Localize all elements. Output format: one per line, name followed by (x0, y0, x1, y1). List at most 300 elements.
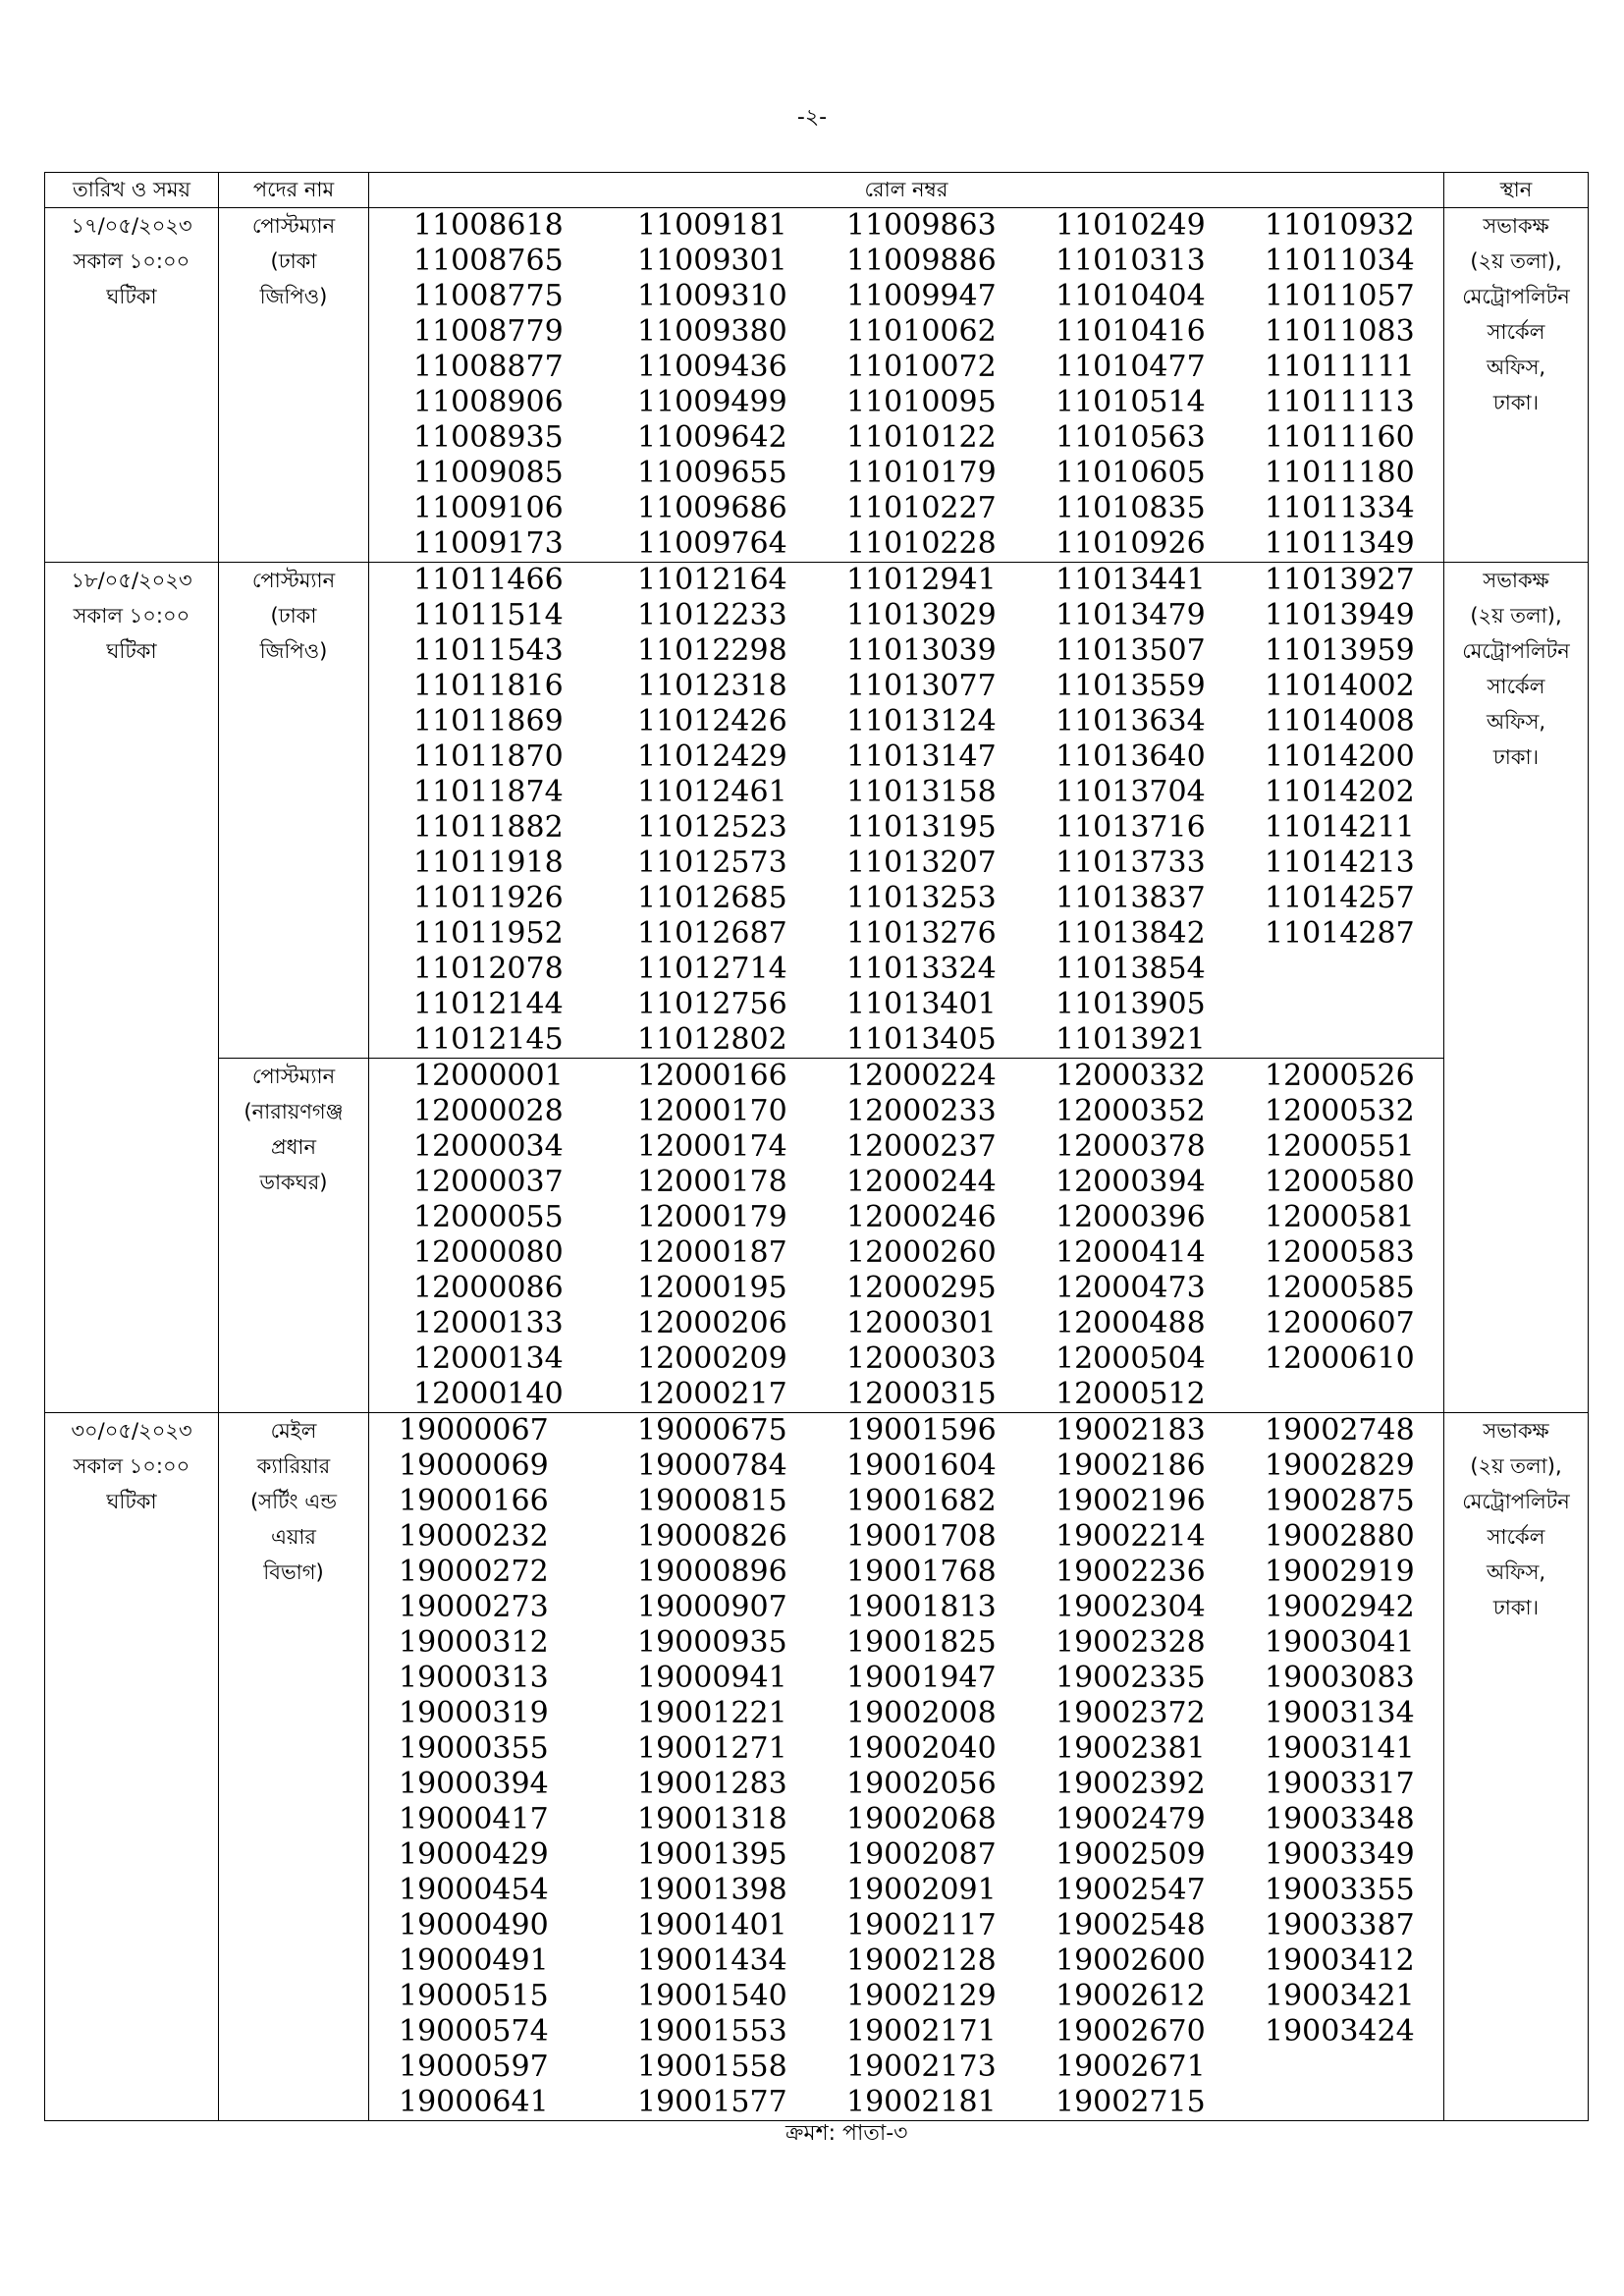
roll-number: 11011926 (413, 881, 564, 915)
roll-number: 12000246 (846, 1200, 997, 1234)
roll-number: 19002547 (1056, 1873, 1206, 1907)
roll-number: 11013077 (846, 669, 997, 703)
roll-number: 19002748 (1265, 1413, 1415, 1448)
roll-number: 11013837 (1056, 881, 1206, 915)
roll-number: 19001596 (846, 1413, 997, 1448)
roll-number: 19003041 (1265, 1625, 1415, 1660)
roll-number: 11012573 (637, 846, 787, 880)
roll-number: 19002214 (1056, 1519, 1206, 1554)
roll-number: 19001768 (846, 1555, 997, 1589)
post-name-line: (ঢাকা (270, 604, 317, 628)
roll-number: 11012233 (637, 598, 787, 632)
roll-number: 11010062 (846, 314, 997, 349)
roll-number: 19002509 (1056, 1837, 1206, 1872)
roll-number: 12000295 (846, 1271, 997, 1305)
roll-number: 19001283 (637, 1767, 787, 1801)
date-time-line: ১৮/০৫/২০২৩ (71, 569, 192, 592)
post-name-line: জিপিও) (259, 639, 328, 663)
roll-number: 19002183 (1056, 1413, 1206, 1448)
roll-number-column (637, 208, 846, 562)
roll-number-column (1056, 208, 1265, 562)
roll-number: 19002942 (1265, 1590, 1415, 1624)
roll-number: 19000355 (399, 1731, 549, 1766)
roll-number: 12000610 (1265, 1341, 1415, 1376)
roll-number: 12000607 (1265, 1306, 1415, 1340)
roll-number: 11012078 (413, 952, 564, 986)
roll-number: 12000174 (637, 1129, 787, 1164)
roll-number: 11010095 (846, 385, 997, 419)
roll-number-column (846, 563, 1056, 1058)
roll-number: 11009642 (637, 420, 787, 455)
roll-number: 19001395 (637, 1837, 787, 1872)
roll-number: 19000313 (399, 1661, 549, 1695)
roll-number: 12000244 (846, 1165, 997, 1199)
header-roll-number: রোল নম্বর (369, 173, 1444, 208)
roll-number: 12000303 (846, 1341, 997, 1376)
roll-number: 11010072 (846, 350, 997, 384)
roll-number: 11010249 (1056, 208, 1206, 243)
venue-cell (1444, 208, 1589, 563)
roll-number: 11013704 (1056, 775, 1206, 809)
roll-number: 11014211 (1265, 810, 1415, 845)
header-date-time: তারিখ ও সময় (45, 173, 219, 208)
roll-number: 19001813 (846, 1590, 997, 1624)
roll-number: 19002919 (1265, 1555, 1415, 1589)
roll-number: 19002128 (846, 1943, 997, 1978)
roll-number: 11014213 (1265, 846, 1415, 880)
roll-number: 19002715 (1056, 2085, 1206, 2119)
roll-number: 11010932 (1265, 208, 1415, 243)
roll-number: 11013959 (1265, 633, 1415, 668)
roll-number: 11013479 (1056, 598, 1206, 632)
roll-number: 19000907 (637, 1590, 787, 1624)
roll-number: 12000028 (413, 1094, 564, 1128)
roll-number: 19000491 (399, 1943, 549, 1978)
roll-number: 12000301 (846, 1306, 997, 1340)
venue-line: অফিস, (1486, 710, 1546, 734)
date-time-cell (45, 563, 219, 1413)
roll-number: 19000641 (399, 2085, 549, 2119)
roll-number-column (846, 1413, 1056, 2120)
roll-number: 11010926 (1056, 526, 1206, 561)
roll-number: 11013559 (1056, 669, 1206, 703)
roll-number: 19003348 (1265, 1802, 1415, 1836)
roll-number: 11013207 (846, 846, 997, 880)
roll-number: 11011113 (1265, 385, 1415, 419)
roll-number: 12000178 (637, 1165, 787, 1199)
roll-number: 11008877 (413, 350, 564, 384)
roll-number: 11011882 (413, 810, 564, 845)
post-name-line: (সর্টিং এন্ড (250, 1490, 337, 1513)
roll-number: 11013441 (1056, 563, 1206, 597)
roll-number: 19002671 (1056, 2050, 1206, 2084)
roll-number-column (1056, 1413, 1265, 2120)
post-name-line: বিভাগ) (263, 1560, 324, 1584)
roll-number: 11013147 (846, 739, 997, 774)
roll-number: 19002392 (1056, 1767, 1206, 1801)
venue-line: মেট্রোপলিটন (1462, 639, 1570, 663)
roll-number-column (1056, 1059, 1265, 1412)
roll-number-column (1265, 563, 1443, 1058)
roll-number-cell (369, 563, 1444, 1059)
roll-number: 19002381 (1056, 1731, 1206, 1766)
roll-number: 19002117 (846, 1908, 997, 1942)
roll-number: 11011952 (413, 916, 564, 951)
venue-line: অফিস, (1486, 355, 1546, 379)
venue-cell (1444, 1413, 1589, 2121)
roll-number: 12000473 (1056, 1271, 1206, 1305)
roll-number-cell (369, 1059, 1444, 1413)
roll-number: 11013405 (846, 1022, 997, 1057)
roll-number: 12000488 (1056, 1306, 1206, 1340)
roll-number: 19001221 (637, 1696, 787, 1730)
roll-number: 12000055 (413, 1200, 564, 1234)
roll-number: 11010835 (1056, 491, 1206, 525)
roll-number: 11012318 (637, 669, 787, 703)
roll-number: 12000140 (413, 1377, 564, 1411)
roll-number: 11010404 (1056, 279, 1206, 313)
roll-number: 12000504 (1056, 1341, 1206, 1376)
venue-line: সভাকক্ষ (1483, 214, 1549, 238)
roll-number: 11011869 (413, 704, 564, 738)
roll-number: 11013507 (1056, 633, 1206, 668)
roll-number: 11012941 (846, 563, 997, 597)
roll-number: 19000232 (399, 1519, 549, 1554)
roll-number: 11013921 (1056, 1022, 1206, 1057)
roll-number: 19002056 (846, 1767, 997, 1801)
roll-number: 19002479 (1056, 1802, 1206, 1836)
roll-number: 12000585 (1265, 1271, 1415, 1305)
roll-number: 19002600 (1056, 1943, 1206, 1978)
roll-number: 11009686 (637, 491, 787, 525)
roll-number: 11012714 (637, 952, 787, 986)
roll-number: 12000133 (413, 1306, 564, 1340)
post-name-line: এয়ার (271, 1525, 316, 1549)
roll-number: 11012687 (637, 916, 787, 951)
roll-number: 11009764 (637, 526, 787, 561)
roll-number: 19002236 (1056, 1555, 1206, 1589)
roll-number: 11008779 (413, 314, 564, 349)
venue-line: সভাকক্ষ (1483, 569, 1549, 592)
roll-number-column (399, 1413, 637, 2120)
roll-number: 19000815 (637, 1484, 787, 1518)
roll-number: 12000394 (1056, 1165, 1206, 1199)
roll-number-column (1265, 1413, 1443, 2120)
roll-number: 11009085 (413, 456, 564, 490)
roll-number: 11009947 (846, 279, 997, 313)
roll-number: 11013716 (1056, 810, 1206, 845)
roll-number: 11010563 (1056, 420, 1206, 455)
roll-number: 19000312 (399, 1625, 549, 1660)
roll-number: 11011180 (1265, 456, 1415, 490)
roll-number: 19000826 (637, 1519, 787, 1554)
roll-number-column (637, 1413, 846, 2120)
venue-line: (২য় তলা), (1470, 604, 1562, 628)
roll-number-column (1265, 208, 1443, 562)
roll-number: 19003134 (1265, 1696, 1415, 1730)
roll-number: 11013253 (846, 881, 997, 915)
roll-number: 19002548 (1056, 1908, 1206, 1942)
roll-number-column (846, 1059, 1056, 1412)
venue-line: সার্কেল (1487, 1525, 1545, 1549)
roll-number: 12000086 (413, 1271, 564, 1305)
roll-number: 11009380 (637, 314, 787, 349)
date-time-line: সকাল ১০:০০ (73, 1454, 190, 1478)
post-name-line: (নারায়ণগঞ্জ (244, 1100, 344, 1123)
roll-number: 19003355 (1265, 1873, 1415, 1907)
header-venue: স্থান (1444, 173, 1589, 208)
post-name-line: ক্যারিয়ার (256, 1454, 331, 1478)
roll-number: 12000414 (1056, 1235, 1206, 1270)
roll-number: 12000583 (1265, 1235, 1415, 1270)
roll-number: 19002335 (1056, 1661, 1206, 1695)
roll-number: 19000896 (637, 1555, 787, 1589)
roll-number-column (1265, 1059, 1443, 1412)
roll-number-column (846, 208, 1056, 562)
roll-number-cell (369, 1413, 1444, 2121)
page-number: -২- (796, 105, 828, 130)
roll-number: 11013842 (1056, 916, 1206, 951)
roll-number: 11009310 (637, 279, 787, 313)
roll-number: 19002372 (1056, 1696, 1206, 1730)
roll-number: 19002040 (846, 1731, 997, 1766)
roll-number: 19000784 (637, 1449, 787, 1483)
date-time-line: ঘটিকা (106, 1490, 157, 1513)
venue-line: অফিস, (1486, 1560, 1546, 1584)
roll-number: 11009181 (637, 208, 787, 243)
roll-number: 12000237 (846, 1129, 997, 1164)
roll-number: 11013195 (846, 810, 997, 845)
date-time-line: সকাল ১০:০০ (73, 604, 190, 628)
roll-number: 11013733 (1056, 846, 1206, 880)
roll-number: 19003387 (1265, 1908, 1415, 1942)
roll-number: 11008775 (413, 279, 564, 313)
roll-number: 12000134 (413, 1341, 564, 1376)
roll-number: 12000512 (1056, 1377, 1206, 1411)
roll-number: 11014287 (1265, 916, 1415, 951)
roll-number: 12000352 (1056, 1094, 1206, 1128)
roll-number: 11011466 (413, 563, 564, 597)
roll-number: 11014008 (1265, 704, 1415, 738)
roll-number: 19002173 (846, 2050, 997, 2084)
roll-number: 11012685 (637, 881, 787, 915)
roll-number: 12000260 (846, 1235, 997, 1270)
roll-number: 11012429 (637, 739, 787, 774)
roll-number: 11011874 (413, 775, 564, 809)
roll-number-column (1056, 563, 1265, 1058)
roll-number: 19001558 (637, 2050, 787, 2084)
roll-number: 11012802 (637, 1022, 787, 1057)
roll-number: 11013927 (1265, 563, 1415, 597)
roll-number: 11013854 (1056, 952, 1206, 986)
venue-line: (২য় তলা), (1470, 1454, 1562, 1478)
roll-number: 19003421 (1265, 1979, 1415, 2013)
roll-number-column (413, 1059, 637, 1412)
roll-number: 11009499 (637, 385, 787, 419)
roll-number: 19001825 (846, 1625, 997, 1660)
roll-number: 19000429 (399, 1837, 549, 1872)
roll-number: 11013039 (846, 633, 997, 668)
roll-number: 11011514 (413, 598, 564, 632)
roll-number: 11013158 (846, 775, 997, 809)
roll-number: 11012164 (637, 563, 787, 597)
roll-number: 11010477 (1056, 350, 1206, 384)
post-name-line: পোস্টম্যান (251, 1065, 336, 1088)
roll-number: 11013324 (846, 952, 997, 986)
date-time-line: সকাল ১০:০০ (73, 249, 190, 273)
roll-number: 11010179 (846, 456, 997, 490)
roll-number: 19002829 (1265, 1449, 1415, 1483)
roll-number: 11014002 (1265, 669, 1415, 703)
roll-number: 12000209 (637, 1341, 787, 1376)
roll-number: 11011543 (413, 633, 564, 668)
post-name-cell (219, 1059, 369, 1413)
roll-number: 19002171 (846, 2014, 997, 2049)
date-time-cell (45, 1413, 219, 2121)
roll-number-column (413, 208, 637, 562)
roll-number: 11013640 (1056, 739, 1206, 774)
roll-number-cell (369, 208, 1444, 563)
roll-number: 11009436 (637, 350, 787, 384)
roll-number: 11013634 (1056, 704, 1206, 738)
roll-number: 11011111 (1265, 350, 1415, 384)
roll-number: 12000233 (846, 1094, 997, 1128)
roll-number: 19002008 (846, 1696, 997, 1730)
roll-number: 19002068 (846, 1802, 997, 1836)
roll-number: 11012756 (637, 987, 787, 1021)
roll-number: 11011816 (413, 669, 564, 703)
roll-number: 11011057 (1265, 279, 1415, 313)
venue-cell (1444, 563, 1589, 1413)
roll-number: 12000206 (637, 1306, 787, 1340)
roll-number: 11013401 (846, 987, 997, 1021)
roll-number: 12000037 (413, 1165, 564, 1199)
roll-number: 19003424 (1265, 2014, 1415, 2049)
roll-number: 19001434 (637, 1943, 787, 1978)
venue-line: সার্কেল (1487, 320, 1545, 344)
post-name-line: (ঢাকা (270, 249, 317, 273)
roll-number: 11010416 (1056, 314, 1206, 349)
date-time-cell (45, 208, 219, 563)
roll-number: 19002087 (846, 1837, 997, 1872)
roll-number: 12000179 (637, 1200, 787, 1234)
roll-number: 19003412 (1265, 1943, 1415, 1978)
post-name-line: ডাকঘর) (259, 1171, 328, 1194)
roll-number: 19003141 (1265, 1731, 1415, 1766)
roll-number: 11013029 (846, 598, 997, 632)
roll-number: 11014257 (1265, 881, 1415, 915)
roll-number: 12000332 (1056, 1059, 1206, 1093)
roll-number: 19002091 (846, 1873, 997, 1907)
roll-number: 19002196 (1056, 1484, 1206, 1518)
roll-number: 11008935 (413, 420, 564, 455)
roll-number: 12000378 (1056, 1129, 1206, 1164)
roll-number: 11012426 (637, 704, 787, 738)
roll-number: 19000574 (399, 2014, 549, 2049)
roll-number: 11010605 (1056, 456, 1206, 490)
venue-line: সভাকক্ষ (1483, 1419, 1549, 1443)
roll-number-column (413, 563, 637, 1058)
roll-number: 12000396 (1056, 1200, 1206, 1234)
roll-number: 11010122 (846, 420, 997, 455)
venue-line: মেট্রোপলিটন (1462, 1490, 1570, 1513)
roll-number: 19002880 (1265, 1519, 1415, 1554)
roll-number: 11009886 (846, 244, 997, 278)
roll-number: 11013124 (846, 704, 997, 738)
post-name-cell (219, 1413, 369, 2121)
venue-line: ঢাকা। (1492, 1596, 1540, 1619)
roll-number: 12000166 (637, 1059, 787, 1093)
roll-number: 19000394 (399, 1767, 549, 1801)
roll-number: 11011083 (1265, 314, 1415, 349)
roll-number: 11010227 (846, 491, 997, 525)
venue-line: ঢাকা। (1492, 391, 1540, 414)
roll-number: 19000454 (399, 1873, 549, 1907)
roll-number: 19000069 (399, 1449, 549, 1483)
date-time-line: ৩০/০৫/২০২৩ (71, 1419, 192, 1443)
roll-number: 12000580 (1265, 1165, 1415, 1199)
roll-number: 12000034 (413, 1129, 564, 1164)
roll-number: 11014200 (1265, 739, 1415, 774)
roll-number: 12000532 (1265, 1094, 1415, 1128)
post-name-cell (219, 208, 369, 563)
roll-number: 19000490 (399, 1908, 549, 1942)
roll-number-column (637, 563, 846, 1058)
roll-number: 11013949 (1265, 598, 1415, 632)
roll-number: 19000675 (637, 1413, 787, 1448)
roll-number: 12000170 (637, 1094, 787, 1128)
roll-number-column (637, 1059, 846, 1412)
roll-number: 19001540 (637, 1979, 787, 2013)
roll-number: 12000581 (1265, 1200, 1415, 1234)
roll-number: 19002186 (1056, 1449, 1206, 1483)
roll-number: 12000195 (637, 1271, 787, 1305)
roll-number: 19001401 (637, 1908, 787, 1942)
post-name-line: প্রধান (270, 1135, 317, 1159)
roll-number: 11010228 (846, 526, 997, 561)
roll-number: 19000597 (399, 2050, 549, 2084)
roll-number: 11011349 (1265, 526, 1415, 561)
roll-number: 19002670 (1056, 2014, 1206, 2049)
venue-line: (২য় তলা), (1470, 249, 1562, 273)
roll-number: 11011034 (1265, 244, 1415, 278)
post-name-line: জিপিও) (259, 285, 328, 308)
roll-number: 19001947 (846, 1661, 997, 1695)
date-time-line: ঘটিকা (106, 285, 157, 308)
roll-number: 19001271 (637, 1731, 787, 1766)
roll-number: 12000187 (637, 1235, 787, 1270)
roll-number: 12000001 (413, 1059, 564, 1093)
roll-number: 19001604 (846, 1449, 997, 1483)
roll-number: 19002328 (1056, 1625, 1206, 1660)
roll-number: 19000515 (399, 1979, 549, 2013)
roll-number: 11008906 (413, 385, 564, 419)
roll-number: 11009106 (413, 491, 564, 525)
venue-line: ঢাকা। (1492, 745, 1540, 769)
date-time-line: ১৭/০৫/২০২৩ (71, 214, 192, 238)
roll-number: 11011870 (413, 739, 564, 774)
roll-number: 19000941 (637, 1661, 787, 1695)
continued-footer: ক্রমশ: পাতা-৩ (785, 2121, 908, 2146)
roll-number: 19000319 (399, 1696, 549, 1730)
roll-number: 19001708 (846, 1519, 997, 1554)
roll-number: 11013276 (846, 916, 997, 951)
header-post-name: পদের নাম (219, 173, 369, 208)
roll-number: 19000273 (399, 1590, 549, 1624)
roll-number: 11008765 (413, 244, 564, 278)
roll-number: 19001318 (637, 1802, 787, 1836)
roll-number: 19000272 (399, 1555, 549, 1589)
